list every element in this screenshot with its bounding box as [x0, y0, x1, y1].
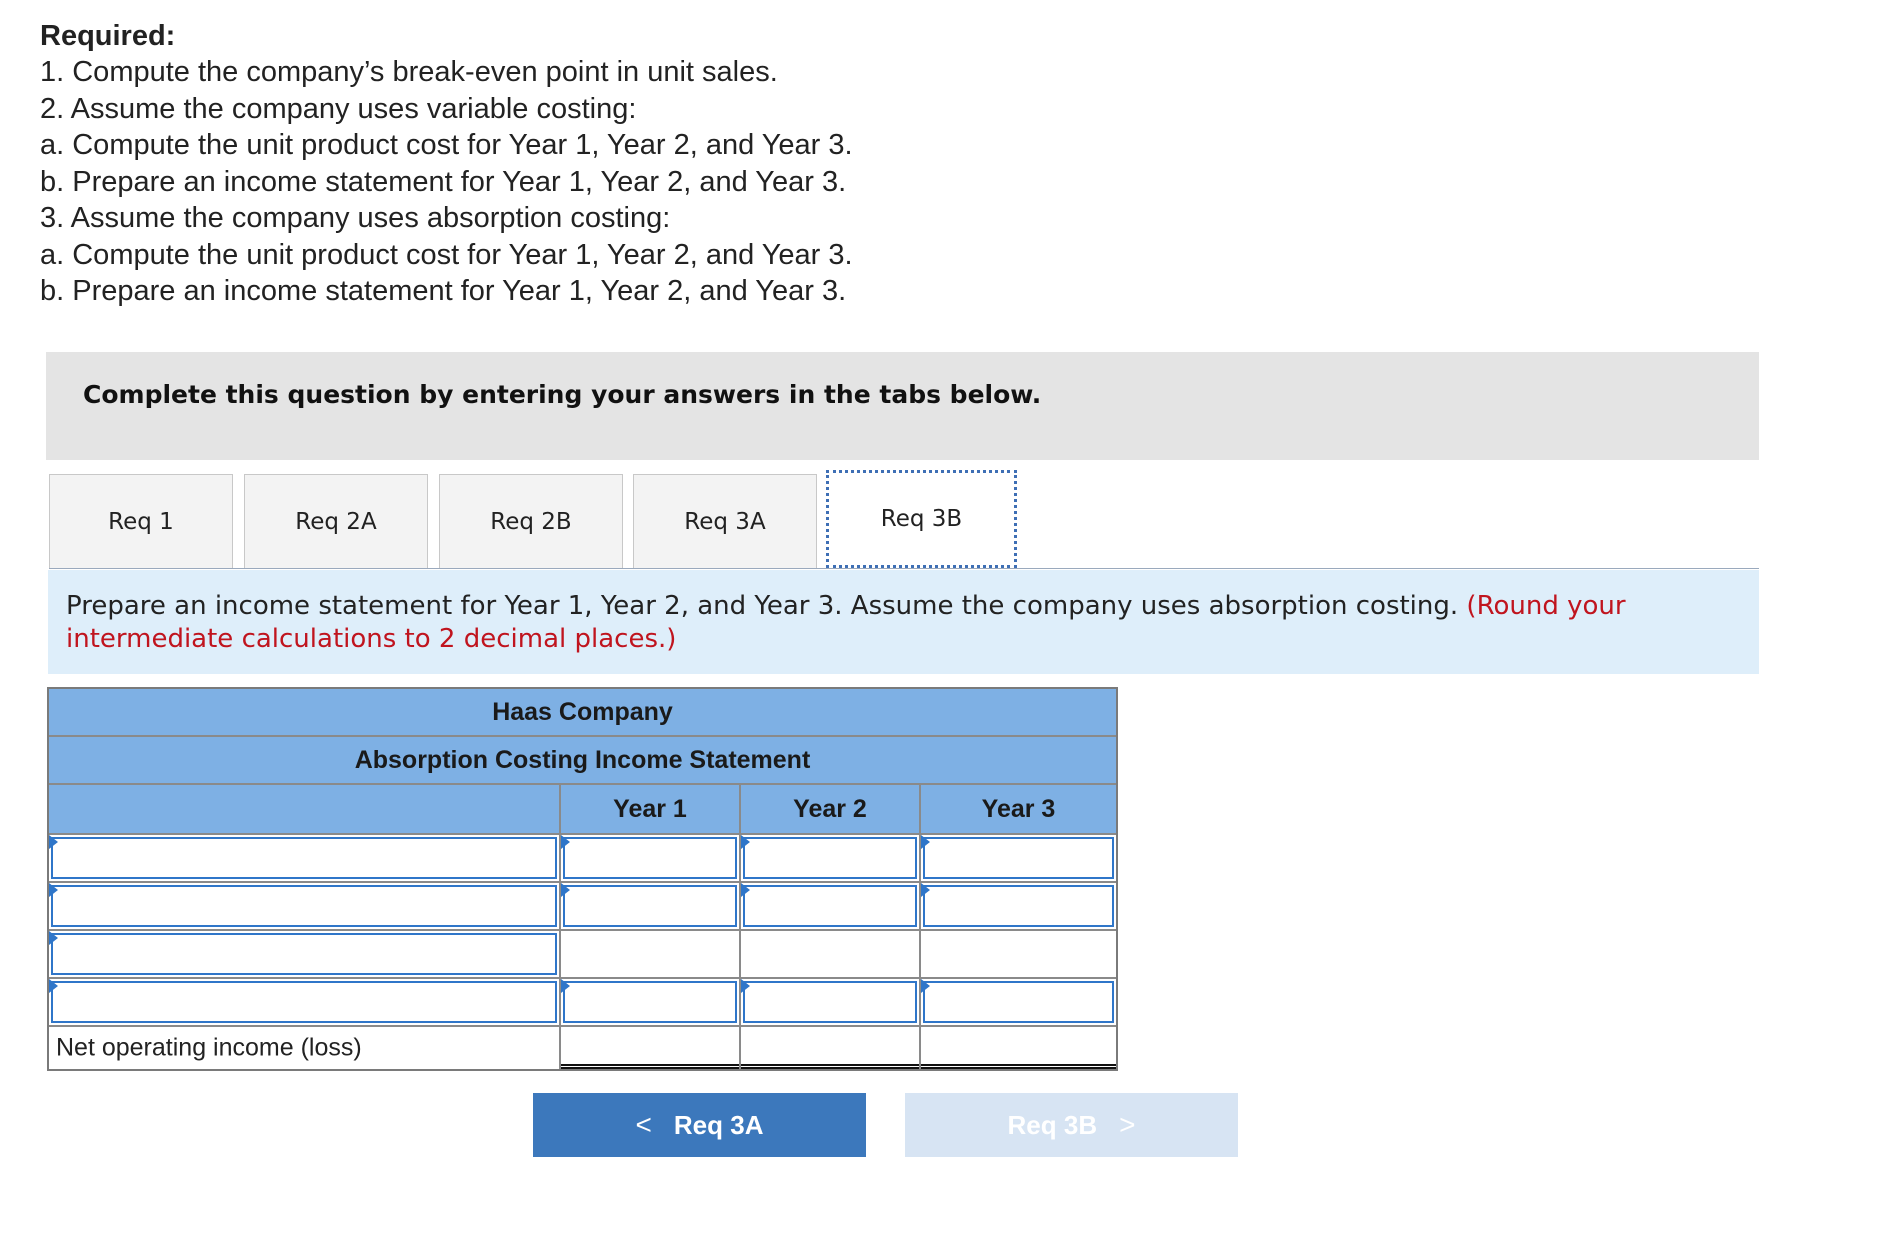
year-3-input[interactable]	[923, 885, 1114, 927]
table-cell	[559, 835, 739, 883]
question-panel	[48, 570, 1759, 674]
table-row-label-cell	[49, 835, 559, 883]
dropdown-marker-icon	[49, 931, 58, 945]
year-2-input[interactable]	[743, 837, 917, 879]
instruction-text: Complete this question by entering your answers in the tabs below.	[83, 380, 1042, 409]
tab-req-2a[interactable]: Req 2A	[244, 474, 428, 568]
instruction-box	[46, 352, 1759, 460]
subtotal-cell-year-2	[739, 931, 919, 979]
chevron-left-icon: <	[635, 1109, 652, 1140]
row-label-input[interactable]	[51, 885, 557, 927]
table-row-label-cell	[49, 883, 559, 931]
table-cell	[739, 883, 919, 931]
company-name: Haas Company	[49, 689, 1116, 737]
chevron-right-icon: >	[1119, 1109, 1136, 1140]
column-header-year-2: Year 2	[739, 785, 919, 835]
net-operating-income-label-cell	[49, 1027, 559, 1069]
row-label-input[interactable]	[51, 981, 557, 1023]
year-2-input[interactable]	[743, 885, 917, 927]
dropdown-marker-icon	[921, 883, 930, 897]
table-cell	[739, 979, 919, 1027]
prev-req-3a-button[interactable]	[533, 1093, 866, 1157]
dropdown-marker-icon	[741, 979, 750, 993]
dropdown-marker-icon	[561, 979, 570, 993]
dropdown-marker-icon	[741, 883, 750, 897]
table-cell	[559, 979, 739, 1027]
table-cell	[559, 883, 739, 931]
table-cell	[739, 835, 919, 883]
row-label-input[interactable]	[51, 933, 557, 975]
required-line: b. Prepare an income statement for Year 1, Year 2, and Year 3.	[40, 165, 847, 198]
required-title: Required:	[40, 20, 176, 52]
label-column-header	[49, 785, 559, 835]
tab-divider	[49, 568, 1759, 569]
column-header-year-3: Year 3	[919, 785, 1116, 835]
tab-req-3b[interactable]: Req 3B	[826, 470, 1017, 568]
dropdown-marker-icon	[49, 883, 58, 897]
table-row-label-cell	[49, 931, 559, 979]
year-1-input[interactable]	[563, 885, 737, 927]
dropdown-marker-icon	[921, 979, 930, 993]
year-3-input[interactable]	[923, 981, 1114, 1023]
dropdown-marker-icon	[561, 883, 570, 897]
table-cell	[919, 979, 1116, 1027]
next-req-3b-button[interactable]	[905, 1093, 1238, 1157]
required-line: b. Prepare an income statement for Year 1, Year 2, and Year 3.	[40, 275, 847, 307]
requirements	[40, 18, 853, 310]
dropdown-marker-icon	[741, 835, 750, 849]
income-statement	[47, 687, 1118, 1071]
tab-req-3a[interactable]: Req 3A	[633, 474, 817, 568]
table-cell	[919, 883, 1116, 931]
question-text	[66, 590, 1746, 656]
table-row-label-cell	[49, 979, 559, 1027]
dropdown-marker-icon	[921, 835, 930, 849]
year-1-input[interactable]	[563, 981, 737, 1023]
prev-button-label: Req 3A	[673, 1109, 764, 1140]
net-operating-income-year-2	[739, 1027, 919, 1069]
net-operating-income-year-3	[919, 1027, 1116, 1069]
year-2-input[interactable]	[743, 981, 917, 1023]
dropdown-marker-icon	[49, 835, 58, 849]
year-3-input[interactable]	[923, 837, 1114, 879]
tab-req-1[interactable]: Req 1	[49, 474, 233, 568]
net-operating-income-label: Net operating income (loss)	[56, 1033, 362, 1062]
required-line: 1. Compute the company’s break-even point in unit sales.	[40, 56, 778, 88]
next-button-label: Req 3B	[1007, 1109, 1098, 1140]
net-operating-income-year-1	[559, 1027, 739, 1069]
required-line: 2. Assume the company uses variable costing:	[40, 92, 637, 125]
question-main: Prepare an income statement for Year 1, Year 2, and Year 3. Assume the company uses absorption costing.	[66, 591, 1459, 621]
required-line: a. Compute the unit product cost for Year 1, Year 2, and Year 3.	[40, 129, 853, 161]
column-header-year-1: Year 1	[559, 785, 739, 835]
required-line: a. Compute the unit product cost for Year 1, Year 2, and Year 3.	[40, 238, 853, 271]
row-label-input[interactable]	[51, 837, 557, 879]
table-cell	[919, 835, 1116, 883]
statement-title: Absorption Costing Income Statement	[49, 737, 1116, 785]
subtotal-cell-year-1	[559, 931, 739, 979]
rounding-note: (Round your intermediate calculations to 2 decimal places.)	[66, 591, 1626, 654]
double-underline	[741, 1064, 919, 1069]
dropdown-marker-icon	[49, 979, 58, 993]
double-underline	[561, 1064, 739, 1069]
tab-req-2b[interactable]: Req 2B	[439, 474, 623, 568]
double-underline	[921, 1064, 1116, 1069]
dropdown-marker-icon	[561, 835, 570, 849]
subtotal-cell-year-3	[919, 931, 1116, 979]
required-line: 3. Assume the company uses absorption costing:	[40, 202, 671, 234]
year-1-input[interactable]	[563, 837, 737, 879]
